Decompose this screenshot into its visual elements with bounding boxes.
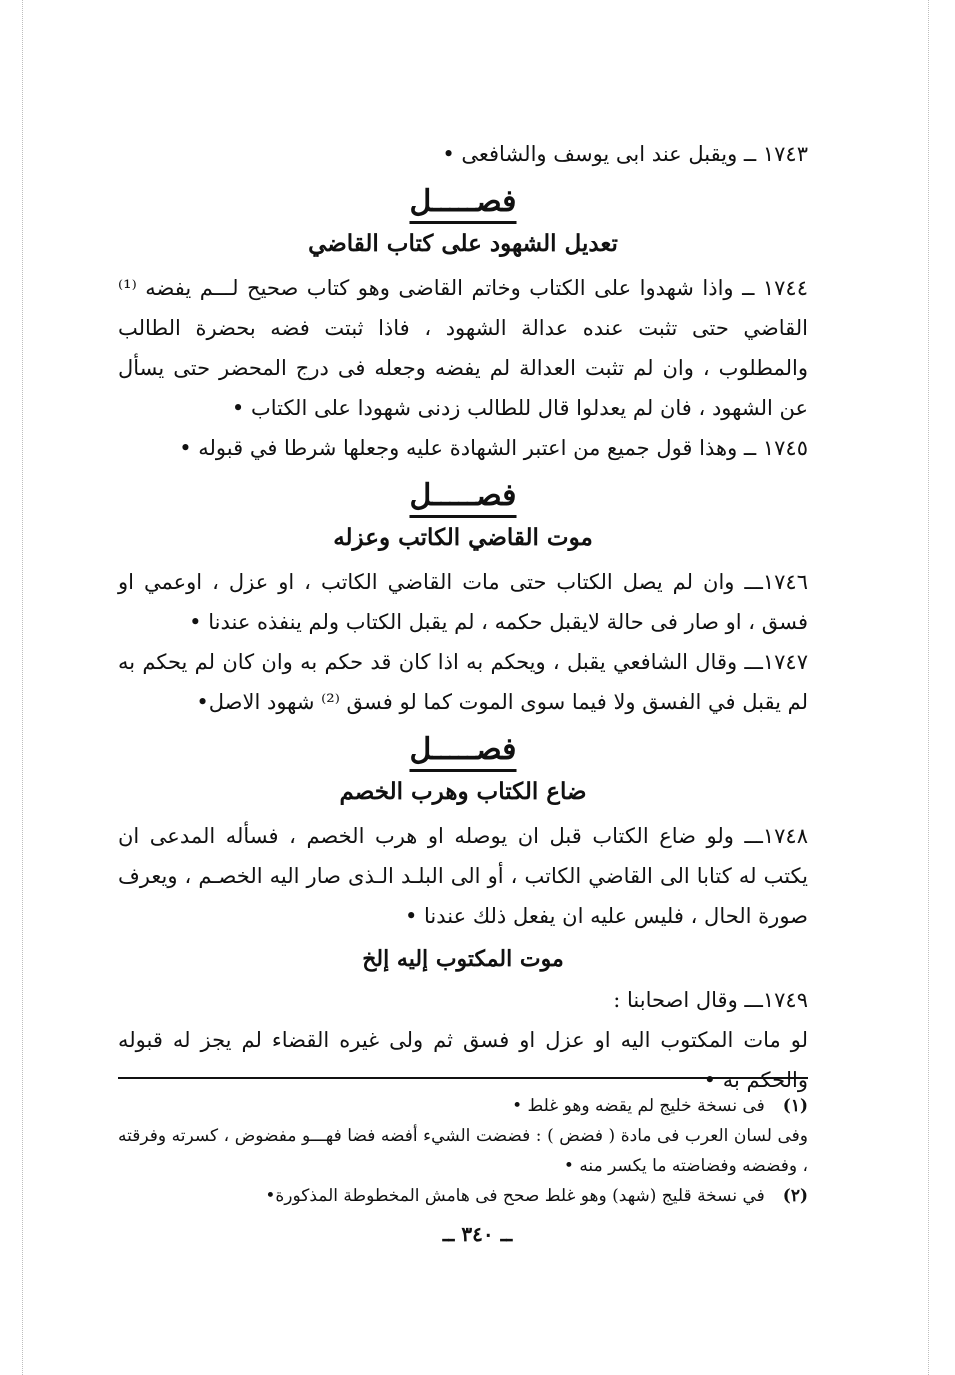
paragraph-1747: ١٧٤٧ـــ وقال الشافعي يقبل ، ويحكم به اذا كان قد حكم به وان كان لم يحكم به لم يقبل في الفسق ولا فيما سوى الموت كما لو فسق ⁽²⁾ شهود الاصل• [118,650,808,714]
paragraph-1746: ١٧٤٦ـــ وان لم يصل الكتاب حتى مات القاضي الكاتب ، او عزل ، اوعمي او فسق ، او صار فى حالة لايقبل حكمه ، لم يقبل الكتاب ولم ينفذه عندنا • [118,570,808,634]
paragraph-1743: ١٧٤٣ ــ ويقبل عند ابى يوسف والشافعى • [442,142,808,166]
paragraph-1744: ١٧٤٤ ــ واذا شهدوا على الكتاب وخاتم القاضى وهو كتاب صحيح لـــم يفضه ⁽¹⁾ القاضي حتى تثبت عنده عدالة الشهود ، فاذا ثبتت فضه بحضرة الطالب والمطلوب ، وان لم تثبت العدالة لم يفضه وجعله فى درج المحضر حتى يسأل عن الشهود ، فان لم يعدلوا قال للطالب زدنى شهودا على الكتاب • [118,276,808,420]
footnote-1-extra: وفى لسان العرب فى مادة ( فضض ) : فضضت الشيء أفضه فضا فهـــو مفضوض ، كسرته وفرقته ، وفضضه وفضاضته ما يكسر منه • [118,1126,808,1176]
paragraph-1745: ١٧٤٥ ــ وهذا قول جميع من اعتبر الشهادة عليه وجعلها شرطا في قبوله • [179,436,808,460]
section-heading-3: ضاع الكتاب وهرب الخصم [339,778,587,805]
scan-edge-right [928,0,929,1375]
footnote-2 [118,1181,808,1211]
page-number: ــ ٣٤٠ ــ [442,1222,513,1246]
footnote-1 [118,1091,808,1121]
footnote-1-text: فى نسخة خليج لم يقضه وهو غلط • [512,1096,765,1116]
paragraph-1749-body: لو مات المكتوب اليه او عزل او فسق ثم ولى غيره القضاء لم يجز له قبوله والحكم به • [118,1028,809,1092]
section-fasl-1: فصـــــل [409,184,517,219]
footnote-1-marker: (١) [782,1096,808,1116]
section-fasl-3: فصـــــل [409,732,517,767]
footnote-2-marker: (٢) [782,1186,808,1206]
section-heading-2: موت القاضي الكاتب وعزله [333,524,593,551]
paragraph-1749-intro: ١٧٤٩ـــ وقال اصحابنا : [613,988,808,1012]
section-heading-1: تعديل الشهود على كتاب القاضي [308,230,618,257]
footnotes [118,1091,808,1211]
scan-edge-left [22,0,23,1375]
paragraph-1748: ١٧٤٨ـــ ولو ضاع الكتاب قبل ان يوصله او هرب الخصم ، فسأله المدعى ان يكتب له كتابا الى القاضي الكاتب ، أو الى البلـد الـذى صار اليه الخصـم ، ويعرف صورة الحال ، فليس عليه ان يفعل ذلك عندنا • [118,824,808,928]
footnote-divider [118,1077,808,1079]
footnote-2-text: في نسخة قليج (شهد) وهو غلط صحح فى هامش المخطوطة المذكورة• [265,1186,765,1206]
sub-heading: موت المكتوب إليه إلخ [362,946,564,972]
main-text [118,134,808,1100]
section-fasl-2: فصـــــل [409,478,517,513]
